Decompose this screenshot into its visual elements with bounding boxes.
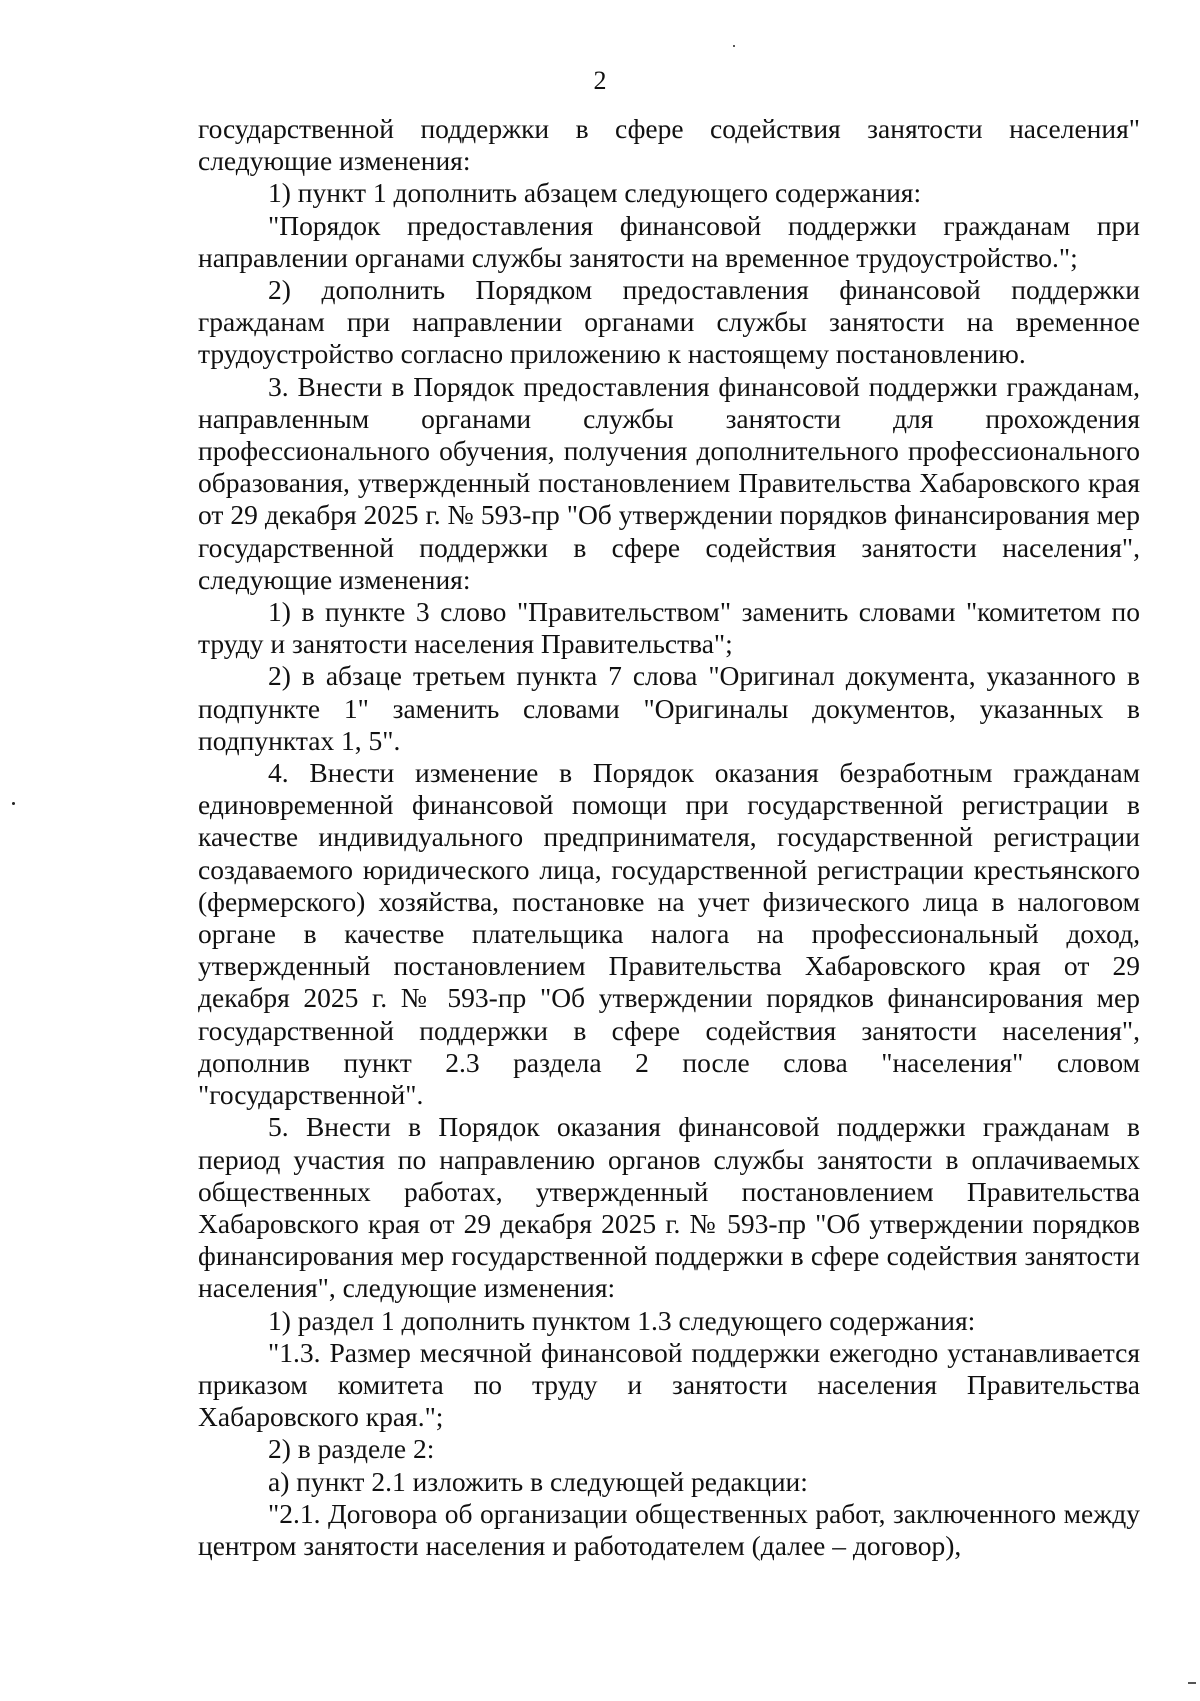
paragraph: 1) в пункте 3 слово "Правительством" заменить словами "комитетом по труду и занятости населения Правительства"; — [198, 596, 1140, 660]
scan-edge-mark — [1188, 1682, 1196, 1684]
document-body — [198, 113, 1140, 1562]
paragraph: 2) дополнить Порядком предоставления финансовой поддержки гражданам при направлении органами службы занятости на временное трудоустройство согласно приложению к настоящему постановлению. — [198, 274, 1140, 370]
paragraph: 1) раздел 1 дополнить пунктом 1.3 следующего содержания: — [268, 1304, 976, 1336]
paragraph: 2) в абзаце третьем пункта 7 слова "Оригинал документа, указанного в подпункте 1" заменить словами "Оригиналы документов, указанных в подпунктах 1, 5". — [198, 660, 1140, 756]
page-number: 2 — [593, 66, 607, 95]
paragraph: 1) пункт 1 дополнить абзацем следующего содержания: — [268, 177, 922, 209]
paragraph: а) пункт 2.1 изложить в следующей редакции: — [268, 1465, 808, 1497]
paragraph: "1.3. Размер месячной финансовой поддержки ежегодно устанавливается приказом комитета по труду и занятости населения Правительства Хабаровского края."; — [198, 1336, 1140, 1433]
scan-speck — [733, 45, 735, 47]
paragraph: 3. Внести в Порядок предоставления финансовой поддержки гражданам, направленным органами службы занятости для прохождения профессионального обучения, получения дополнительного профессионального образования, утвержденный постановлением Правительства Хабаровского края от 29 декабря 2025 г. № 593-пр "Об утверждении порядков финансирования мер государственной поддержки в сфере содействия занятости населения", следующие изменения: — [198, 370, 1140, 595]
paragraph: "2.1. Договора об организации общественных работ, заключенного между центром занятости населения и работодателем (далее – договор), — [198, 1497, 1140, 1561]
scan-speck — [12, 802, 15, 805]
paragraph: государственной поддержки в сфере содействия занятости населения" следующие изменения: — [198, 113, 1140, 177]
paragraph: "Порядок предоставления финансовой поддержки гражданам при направлении органами службы занятости на временное трудоустройство."; — [198, 209, 1140, 273]
paragraph: 4. Внести изменение в Порядок оказания безработным гражданам единовременной финансовой помощи при государственной регистрации в качестве индивидуального предпринимателя, государственной регистрации создаваемого юридического лица, государственной регистрации крестьянского (фермерского) хозяйства, постановке на учет физического лица в налоговом органе в качестве плательщика налога на профессиональный доход, утвержденный постановлением Правительства Хабаровского края от 29 декабря 2025 г. № 593-пр "Об утверждении порядков финансирования мер государственной поддержки в сфере содействия занятости населения", дополнив пункт 2.3 раздела 2 после слова "населения" словом "государственной". — [198, 757, 1140, 1111]
paragraph: 2) в разделе 2: — [268, 1433, 435, 1465]
paragraph: 5. Внести в Порядок оказания финансовой поддержки гражданам в период участия по направлению органов службы занятости в оплачиваемых общественных работах, утвержденный постановлением Правительства Хабаровского края от 29 декабря 2025 г. № 593-пр "Об утверждении порядков финансирования мер государственной поддержки в сфере содействия занятости населения", следующие изменения: — [198, 1111, 1140, 1304]
